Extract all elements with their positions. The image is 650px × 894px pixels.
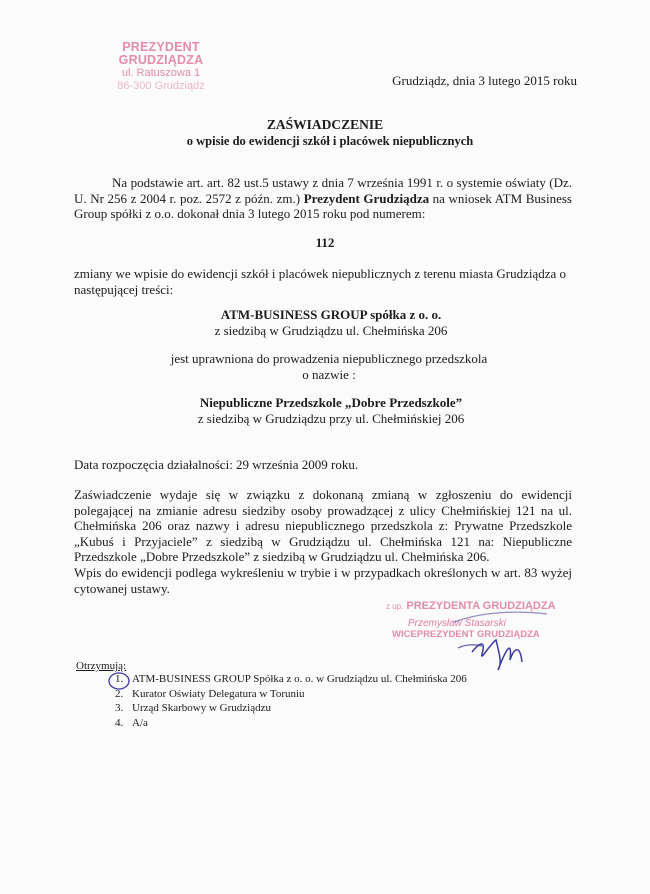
recipient-number: 4.	[115, 716, 124, 729]
school-block	[6, 395, 650, 426]
recipient-name: ATM-BUSINESS GROUP Spółka z o. o. w Grudziądzu ul. Chełmińska 206	[132, 673, 467, 685]
entity-name: ATM-BUSINESS GROUP spółka z o. o.	[220, 307, 442, 322]
recipient-item	[115, 701, 555, 716]
stamp-prefix: z up.	[386, 602, 404, 611]
school-address: z siedzibą w Grudziądzu przy ul. Chełmińskiej 206	[197, 410, 465, 426]
stamp-signatory-title: WICEPREZYDENT GRUDZIĄDZA	[392, 629, 540, 640]
intro-authority: Prezydent Grudziądza	[303, 190, 430, 206]
stamp-street: ul. Ratuszowa 1	[121, 67, 201, 79]
deletion-note: Wpis do ewidencji podlega wykreśleniu w trybie i w przypadkach określonych w art. 83 wyżej cytowanej ustawy.	[74, 564, 572, 596]
document-title: ZAŚWIADCZENIE	[266, 117, 384, 132]
intro-text-end: na wniosek ATM Business Group spółki z o.o. dokonał dnia 3 lutego 2015 roku pod numerem:	[74, 190, 572, 222]
entity-block	[6, 307, 650, 338]
stamp-postal-city: 86-300 Grudziądz	[117, 80, 205, 92]
document-title-block	[0, 117, 650, 149]
recipients-list	[115, 672, 555, 730]
recipient-name: Urząd Skarbowy w Grudziądzu	[132, 702, 271, 714]
stamp-signatory-name: Przemysław Stasarski	[408, 618, 506, 629]
explanation-paragraph	[74, 487, 572, 596]
document-date: Grudziądz, dnia 3 lutego 2015 roku	[392, 73, 577, 88]
activity-start-date: Data rozpoczęcia działalności: 29 września 2009 roku.	[74, 457, 359, 472]
intro-paragraph	[74, 175, 572, 222]
recipient-item	[115, 687, 555, 702]
stamp-authority: PREZYDENTA GRUDZIĄDZA	[406, 600, 556, 612]
authorization-block	[4, 351, 650, 382]
recipient-item	[115, 672, 555, 687]
registry-number: 112	[315, 235, 335, 250]
handwritten-signature	[452, 604, 562, 674]
explanation-text: Zaświadczenie wydaje się w związku z dokonaną zmianą w zgłoszeniu do ewidencji polegającej na zmianie adresu siedziby osoby prowadzącej z ulicy Chełmińskiej 121 na ul. Chełmińska 206 oraz nazwy i adresu niepublicznego przedszkola z: Prywatne Przedszkole „Kubuś i Przyjaciele” z siedzibą w Grudziądzu ul. Chełmińska 121 na: Niepubliczne Przedszkole „Dobre Przedszkole” z siedzibą w Grudziądzu ul. Chełmińska 206.	[74, 487, 572, 565]
recipients-label: Otrzymują:	[76, 660, 127, 672]
recipient-name: Kurator Oświaty Delegatura w Toruniu	[132, 687, 305, 700]
change-paragraph: zmiany we wpisie do ewidencji szkół i placówek niepublicznych z terenu miasta Grudziądza o następującej treści:	[74, 266, 567, 297]
authorization-name-label: o nazwie :	[302, 366, 356, 382]
recipient-item	[115, 716, 555, 731]
entity-address: z siedzibą w Grudziądzu ul. Chełmińska 206	[214, 322, 448, 338]
recipient-number: 3.	[115, 702, 124, 714]
intro-text-start: Na podstawie art. art. 82 ust.5 ustawy z dnia 7 września 1991 r. o systemie oświaty (Dz. U. Nr 256 z 2004 r. poz. 2572 z późn. zm.)	[74, 175, 572, 206]
school-name: Niepubliczne Przedszkole „Dobre Przedszkole”	[199, 395, 463, 410]
authorization-line: jest uprawniona do prowadzenia niepublicznego przedszkola	[170, 351, 488, 366]
recipient-number: 2.	[115, 687, 124, 700]
stamp-office-name: PREZYDENT GRUDZIĄDZA	[118, 40, 204, 67]
recipient-number: 1.	[115, 673, 124, 685]
recipient-name: A/a	[132, 716, 148, 729]
header-stamp	[86, 41, 236, 93]
document-subtitle: o wpisie do ewidencji szkół i placówek niepublicznych	[186, 134, 474, 148]
